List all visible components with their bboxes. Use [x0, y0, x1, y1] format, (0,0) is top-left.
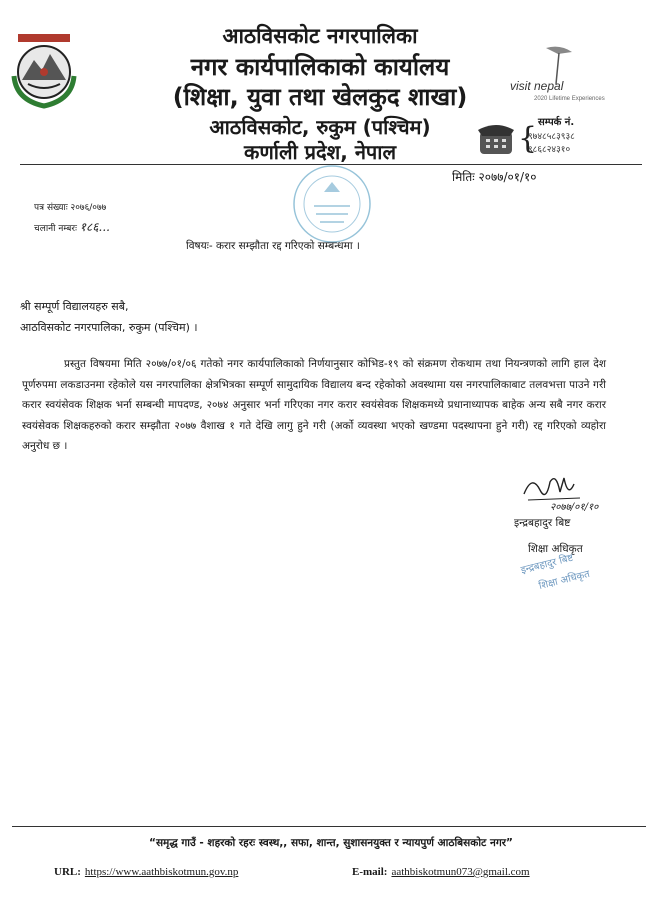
email-label: E-mail: [352, 866, 388, 878]
url-label: URL: [54, 866, 81, 878]
footer-email [352, 866, 530, 878]
footer-url [54, 866, 238, 878]
reference-number [34, 200, 106, 213]
contact-brace: { [518, 121, 538, 156]
signature-date: २०७७/०१/१० [550, 502, 599, 512]
letter-subject: विषयः- करार सम्झौता रद्द गरिएको सम्बन्धमा । [186, 240, 360, 252]
telephone-icon [476, 118, 516, 158]
office-name: नगर कार्यपालिकाको कार्यालय [190, 53, 450, 81]
signature-stamp-name: इन्द्रबहादुर बिष्ट [519, 552, 575, 577]
dispatch-number [34, 218, 110, 235]
office-address: आठविसकोट, रुकुम (पश्चिम) [209, 115, 431, 139]
recipient-line: श्री सम्पूर्ण विद्यालयहरु सबै, [20, 300, 129, 313]
visit-nepal-logo [506, 44, 622, 106]
signature-stamp-title: शिक्षा अधिकृत [537, 568, 592, 593]
dispatch-label: चलानी नम्बरः [34, 224, 77, 234]
date-value: २०७७/०१/१० [478, 170, 537, 184]
visit-logo-text: visit nepal [510, 79, 564, 93]
website-link[interactable]: https://www.aathbiskotmun.gov.np [84, 866, 239, 878]
ref-value: २०७६/०७७ [70, 203, 107, 213]
contact-number: ९८६८२४३१० [528, 145, 571, 155]
municipality-name: आठविसकोट नगरपालिका [222, 24, 418, 48]
footer-motto: “समृद्ध गाउँ - शहरको रहरः स्वस्थ,, सफा, शान्त, सुशासनयुक्त र न्यायपुर्ण आठबिसकोट नगर” [149, 837, 513, 849]
email-link[interactable]: aathbiskotmun073@gmail.com [391, 866, 530, 878]
contact-number: ९७४८५८३९३८ [528, 132, 575, 142]
ref-label: पत्र संख्याः [34, 203, 68, 213]
dispatch-value: १८६... [79, 220, 110, 234]
province-name: कर्णाली प्रदेश, नेपाल [243, 140, 397, 164]
signatory-name: इन्द्रबहादुर बिष्ट [514, 517, 571, 529]
section-name: (शिक्षा, युवा तथा खेलकुद शाखा) [172, 83, 468, 111]
nepal-emblem-icon [8, 26, 80, 110]
office-seal-stamp [290, 162, 374, 246]
date-label: मितिः [452, 170, 475, 184]
signatory-title: शिक्षा अधिकृत [528, 543, 583, 555]
recipient-address: आठविसकोट नगरपालिका, रुकुम (पश्चिम) । [20, 321, 198, 334]
footer-divider [12, 826, 646, 827]
visit-logo-sub: 2020 Lifetime Experiences [534, 96, 605, 102]
handwritten-signature [520, 468, 618, 512]
contact-label: सम्पर्क नं. [538, 117, 575, 128]
letter-date [452, 168, 537, 185]
letter-body: प्रस्तुत विषयमा मिति २०७७/०१/०६ गतेको नगर कार्यपालिकाको निर्णयानुसार कोभिड-१९ को संक्रमण रोकथाम तथा नियन्त्रणको लागि हाल देश पूर्णरुपमा लकडाउनमा रहेकोले यस नगरपालिका क्षेत्रभित्रका सम्पूर्ण सामुदायिक विद्यालय बन्द रहेकोको अवस्थामा यस नगरपालिकाबाट तलवभत्ता पाउने गरी करार स्वयंसेवक शिक्षक भर्ना सम्बन्धी मापदण्ड, २०७४ अनुसार भर्ना गरिएका नगर करार स्वयंसेवक शिक्षकमध्ये प्रधानाध्यापक बाहेक अन्य सबै नगर करार स्वयंसेवक शिक्षकहरुको करार सम्झौता २०७७ वैशाख १ गते देखि लागु हुने गरी (अर्को व्यवस्था भएको खण्डमा पदस्थापना हुने गरी) रद्द गरिएको व्यहोरा अनुरोध छ । [22, 358, 606, 452]
